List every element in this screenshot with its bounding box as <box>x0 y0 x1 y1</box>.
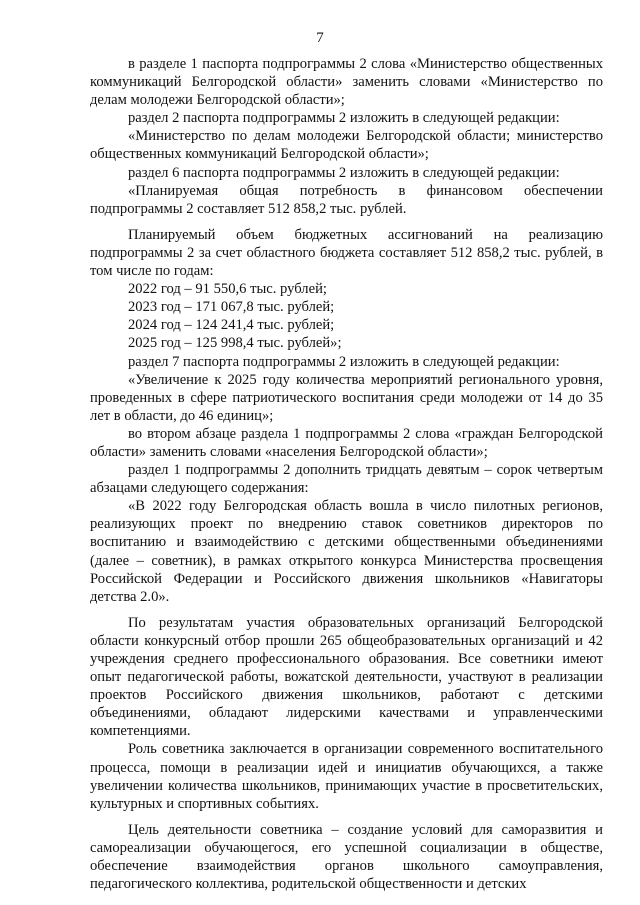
paragraph-advisor-role: Роль советника заключается в организации современного воспитательного процесса, помощи в реализации идей и инициатив обучающихся, а также увеличении количества школьников, принимающих участие в просветительских, культурных и спортивных событиях. <box>90 741 603 812</box>
budget-line-2022: 2022 год – 91 550,6 тыс. рублей; <box>128 281 327 298</box>
paragraph-section2-intro: раздел 2 паспорта подпрограммы 2 изложить в следующей редакции: <box>128 110 560 127</box>
paragraph-section1-rename: в разделе 1 паспорта подпрограммы 2 слова «Министерство общественных коммуникаций Белгородской области» заменить словами «Министерство по делам молодежи Белгородской области»; <box>90 56 603 109</box>
paragraph-advisor-goal: Цель деятельности советника – создание условий для саморазвития и самореализации обучающегося, его успешной социализации в обществе, обеспечение взаимодействия органов школьного самоуправления, педагогического коллектива, родительской общественности и детских <box>90 821 603 893</box>
paragraph-second-abzac: во втором абзаце раздела 1 подпрограммы 2 слова «граждан Белгородской области» заменить словами «населения Белгородской области»; <box>90 425 603 460</box>
paragraph-budget: Планируемый объем бюджетных ассигнований на реализацию подпрограммы 2 за счет областного бюджета составляет 512 858,2 тыс. рублей, в том числе по годам: <box>90 226 603 280</box>
budget-line-2025: 2025 год – 125 998,4 тыс. рублей»; <box>128 335 342 352</box>
paragraph-pilot-regions: «В 2022 году Белгородская область вошла в число пилотных регионов, реализующих проект по внедрению ставок советников директоров по воспитанию и взаимодействию с детскими общественными объединениями (далее – советник), в рамках открытого конкурса Министерства просвещения Российской Федерации и Российского движения школьников «Навигаторы детства 2.0». <box>90 498 603 605</box>
budget-line-2023: 2023 год – 171 067,8 тыс. рублей; <box>128 299 335 316</box>
budget-line-2024: 2024 год – 124 241,4 тыс. рублей; <box>128 317 335 334</box>
paragraph-section7-intro: раздел 7 паспорта подпрограммы 2 изложить в следующей редакции: <box>128 353 560 370</box>
paragraph-section7-text: «Увеличение к 2025 году количества мероприятий регионального уровня, проведенных в сфере патриотического воспитания среди молодежи от 14 до 35 лет в области, до 46 единиц»; <box>90 371 603 424</box>
document-body <box>90 55 603 893</box>
paragraph-section6-total: «Планируемая общая потребность в финансовом обеспечении подпрограммы 2 составляет 512 858,2 тыс. рублей. <box>90 182 603 217</box>
page-number: 7 <box>316 30 324 46</box>
paragraph-section2-text: «Министерство по делам молодежи Белгородской области; министерство общественных коммуникаций Белгородской области»; <box>90 128 603 163</box>
paragraph-section6-intro: раздел 6 паспорта подпрограммы 2 изложить в следующей редакции: <box>128 164 560 181</box>
paragraph-competition-results: По результатам участия образовательных организаций Белгородской области конкурсный отбор прошли 265 общеобразовательных организаций и 42 учреждения среднего профессионального образования. Все советники имеют опыт педагогической работы, вожатской деятельности, участвуют в реализации проектов Российского движения школьников, работают с детскими объединениями, обладают лидерскими качествами и управленческими компетенциями. <box>90 614 603 740</box>
paragraph-addition-intro: раздел 1 подпрограммы 2 дополнить тридцать девятым – сорок четвертым абзацами следующего содержания: <box>90 462 603 497</box>
